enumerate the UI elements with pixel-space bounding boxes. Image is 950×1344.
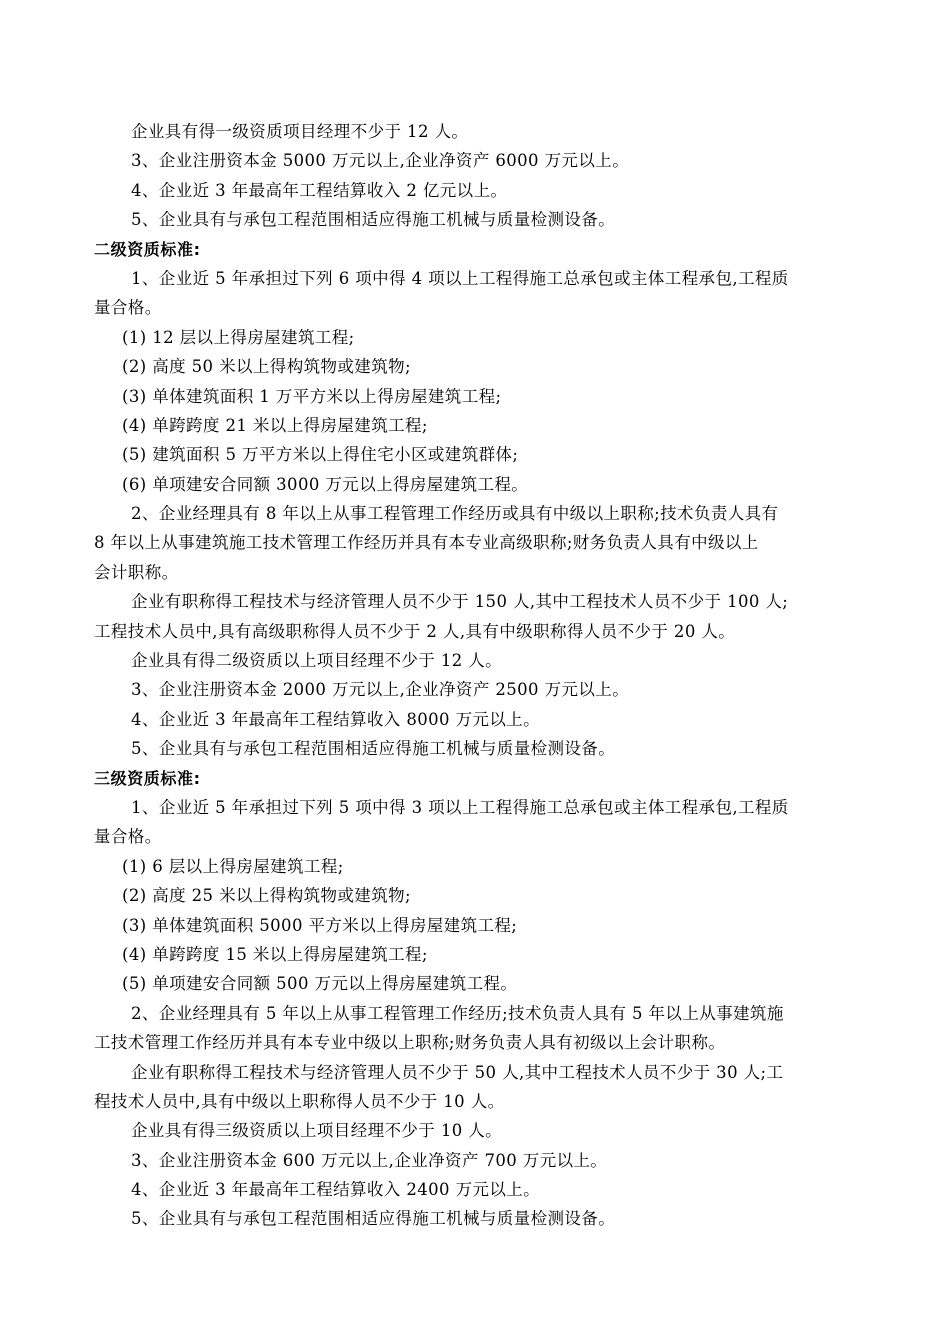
paragraph-line: 3、企业注册资本金 2000 万元以上,企业净资产 2500 万元以上。 [131, 680, 630, 700]
paragraph-line: 5、企业具有与承包工程范围相适应得施工机械与质量检测设备。 [131, 1209, 616, 1229]
document-body [94, 117, 862, 1234]
paragraph-line: 企业有职称得工程技术与经济管理人员不少于 150 人,其中工程技术人员不少于 100 人; [131, 592, 789, 612]
list-item: (3) 单体建筑面积 1 万平方米以上得房屋建筑工程; [122, 386, 502, 406]
paragraph-line: 4、企业近 3 年最高年工程结算收入 8000 万元以上。 [131, 709, 541, 729]
paragraph-line: 量合格。 [94, 827, 162, 847]
paragraph-line: 程技术人员中,具有中级以上职称得人员不少于 10 人。 [94, 1091, 505, 1111]
section-heading-level2: 二级资质标准: [94, 239, 201, 259]
paragraph-line: 3、企业注册资本金 600 万元以上,企业净资产 700 万元以上。 [131, 1150, 608, 1170]
list-item: (2) 高度 25 米以上得构筑物或建筑物; [122, 886, 411, 906]
paragraph-line: 量合格。 [94, 298, 162, 318]
paragraph-line: 5、企业具有与承包工程范围相适应得施工机械与质量检测设备。 [131, 210, 616, 230]
paragraph-line: 2、企业经理具有 8 年以上从事工程管理工作经历或具有中级以上职称;技术负责人具有 [131, 504, 779, 524]
paragraph-line: 4、企业近 3 年最高年工程结算收入 2400 万元以上。 [131, 1180, 541, 1200]
paragraph-line: 5、企业具有与承包工程范围相适应得施工机械与质量检测设备。 [131, 739, 616, 759]
paragraph-line: 企业有职称得工程技术与经济管理人员不少于 50 人,其中工程技术人员不少于 30 人;工 [131, 1062, 784, 1082]
paragraph-line: 企业具有得三级资质以上项目经理不少于 10 人。 [131, 1121, 503, 1141]
list-item: (5) 建筑面积 5 万平方米以上得住宅小区或建筑群体; [122, 445, 519, 465]
list-item: (1) 12 层以上得房屋建筑工程; [122, 327, 355, 347]
paragraph-line: 企业具有得一级资质项目经理不少于 12 人。 [131, 122, 469, 141]
paragraph-line: 1、企业近 5 年承担过下列 5 项中得 3 项以上工程得施工总承包或主体工程承包,工程质 [131, 797, 789, 817]
list-item: (3) 单体建筑面积 5000 平方米以上得房屋建筑工程; [122, 915, 518, 935]
list-item: (5) 单项建安合同额 500 万元以上得房屋建筑工程。 [122, 974, 518, 994]
paragraph-line: 3、企业注册资本金 5000 万元以上,企业净资产 6000 万元以上。 [131, 151, 630, 171]
list-item: (4) 单跨跨度 15 米以上得房屋建筑工程; [122, 944, 428, 964]
paragraph-line: 2、企业经理具有 5 年以上从事工程管理工作经历;技术负责人具有 5 年以上从事建筑施 [131, 1003, 784, 1023]
paragraph-line: 8 年以上从事建筑施工技术管理工作经历并具有本专业高级职称;财务负责人具有中级以上 [94, 533, 759, 553]
paragraph-line: 企业具有得二级资质以上项目经理不少于 12 人。 [131, 651, 503, 671]
list-item: (6) 单项建安合同额 3000 万元以上得房屋建筑工程。 [122, 474, 529, 494]
paragraph-line: 4、企业近 3 年最高年工程结算收入 2 亿元以上。 [131, 180, 508, 200]
list-item: (4) 单跨跨度 21 米以上得房屋建筑工程; [122, 415, 428, 435]
paragraph-line: 工技术管理工作经历并具有本专业中级以上职称;财务负责人具有初级以上会计职称。 [94, 1033, 726, 1053]
paragraph-line: 工程技术人员中,具有高级职称得人员不少于 2 人,具有中级职称得人员不少于 20 人。 [94, 621, 736, 641]
paragraph-line: 1、企业近 5 年承担过下列 6 项中得 4 项以上工程得施工总承包或主体工程承包,工程质 [131, 268, 789, 288]
paragraph-line: 会计职称。 [94, 562, 179, 582]
section-heading-level3: 三级资质标准: [94, 768, 201, 788]
list-item: (1) 6 层以上得房屋建筑工程; [122, 856, 344, 876]
list-item: (2) 高度 50 米以上得构筑物或建筑物; [122, 357, 411, 377]
